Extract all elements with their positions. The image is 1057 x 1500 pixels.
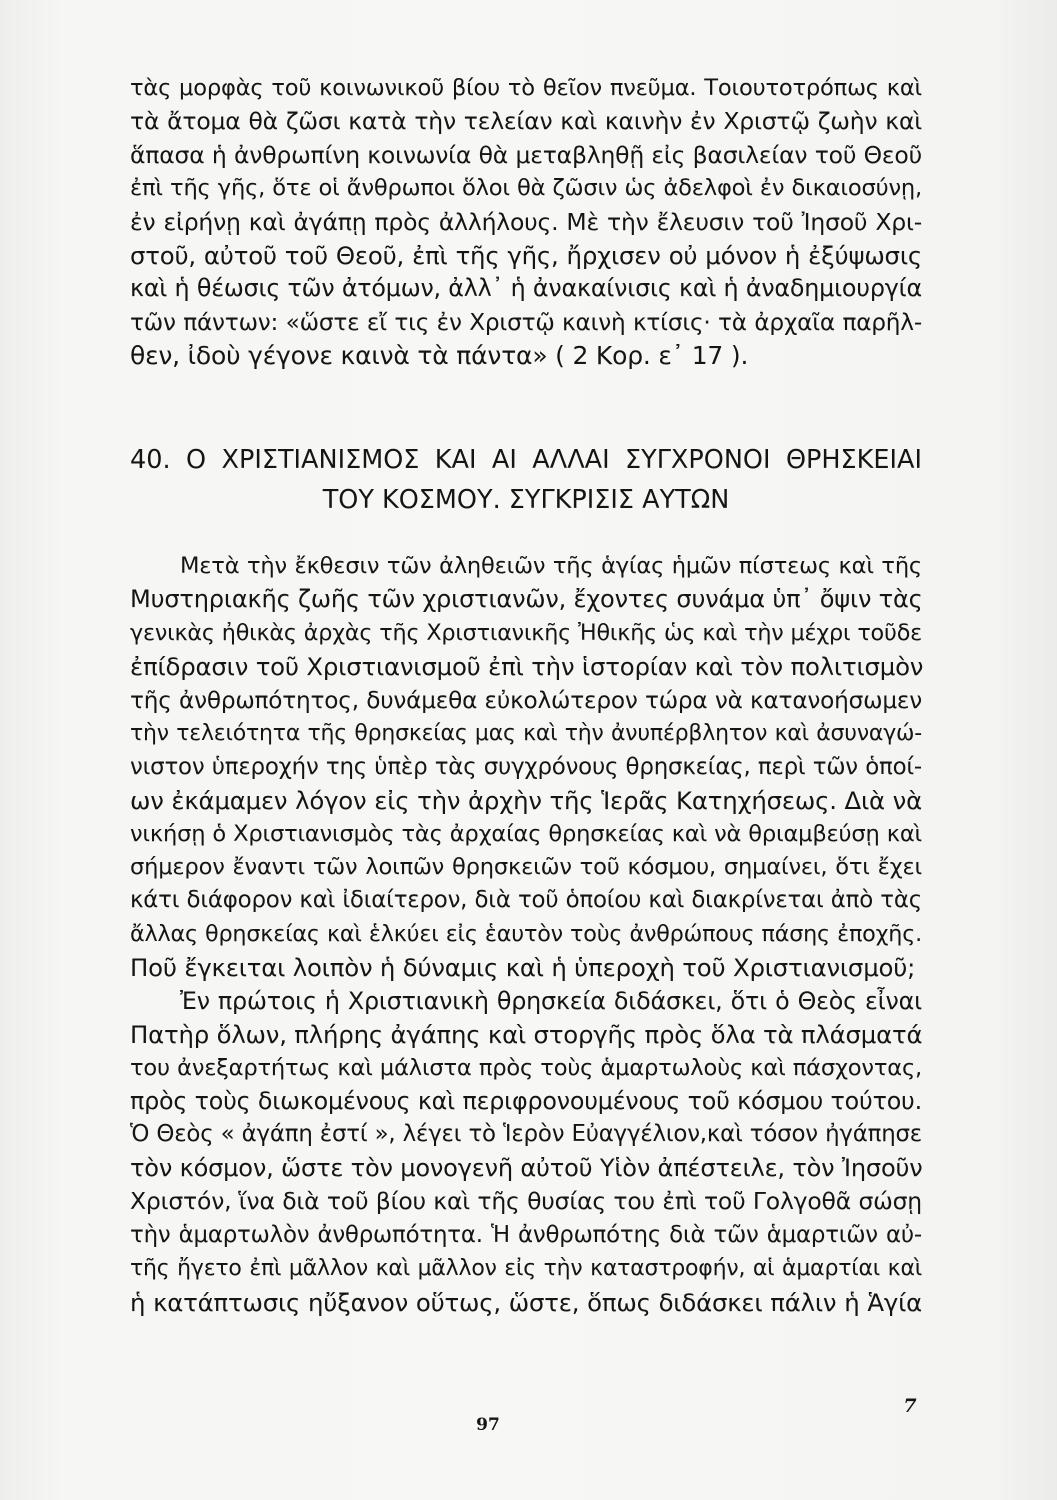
text-line: θεν, ἰδοὺ γέγονε καινὰ τὰ πάντα» ( 2 Κορ. ε᾽ 17 ).: [130, 341, 749, 371]
paragraph-continued: [130, 72, 922, 373]
text-line: ἐπίδρασιν τοῦ Χριστιανισμοῦ ἐπὶ τὴν ἱστορίαν καὶ τὸν πολιτισμὸν: [130, 652, 924, 682]
text-line: ἐν εἰρήνῃ καὶ ἀγάπῃ πρὸς ἀλλήλους. Μὲ τὴν ἔλευσιν τοῦ Ἰησοῦ Χρι-: [130, 207, 922, 236]
text-line: Ἐν πρώτοις ἡ Χριστιανικὴ θρησκεία διδάσκει, ὅτι ὁ Θεὸς εἶναι: [180, 986, 922, 1015]
text-line: στοῦ, αὐτοῦ τοῦ Θεοῦ, ἐπὶ τῆς γῆς, ἤρχισεν οὐ μόνον ἡ ἐξύψωσις: [130, 240, 922, 270]
text-line: Ὁ Θεὸς « ἀγάπη ἐστί », λέγει τὸ Ἱερὸν Εὐαγγέλιον,καὶ τόσον ἠγάπησε: [130, 1121, 922, 1148]
text-line: Μετὰ τὴν ἔκθεσιν τῶν ἀληθειῶν τῆς ἁγίας ἡμῶν πίστεως καὶ τῆς: [180, 553, 922, 579]
text-line: τὰ ἄτομα θὰ ζῶσι κατὰ τὴν τελείαν καὶ καινὴν ἐν Χριστῷ ζωὴν καὶ: [130, 107, 922, 136]
signature-mark: 7: [903, 1395, 917, 1417]
text-line: νικήσῃ ὁ Χριστιανισμὸς τὰς ἀρχαίας θρησκείας καὶ νὰ θριαμβεύσῃ καὶ: [130, 820, 922, 847]
text-line: καὶ ἡ θέωσις τῶν ἀτόμων, ἀλλ᾽ ἡ ἀνακαίνισις καὶ ἡ ἀναδημιουργία: [130, 274, 922, 303]
text-line: Ποῦ ἔγκειται λοιπὸν ἡ δύναμις καὶ ἡ ὑπεροχὴ τοῦ Χριστιανισμοῦ;: [130, 953, 916, 983]
text-line: πρὸς τοὺς διωκομένους καὶ περιφρονουμένους τοῦ κόσμου τούτου.: [130, 1087, 922, 1115]
page-number: 97: [476, 1415, 500, 1435]
text-line: κάτι διάφορον καὶ ἰδιαίτερον, διὰ τοῦ ὁποίου καὶ διακρίνεται ἀπὸ τὰς: [130, 887, 922, 914]
text-line: τὴν ἁμαρτωλὸν ἀνθρωπότητα. Ἡ ἀνθρωπότης διὰ τῶν ἁμαρτιῶν αὐ-: [130, 1221, 922, 1248]
text-line: τὸν κόσμον, ὥστε τὸν μονογενῆ αὐτοῦ Υἱὸν ἀπέστειλε, τὸν Ἰησοῦν: [130, 1153, 923, 1182]
text-line: σήμερον ἔναντι τῶν λοιπῶν θρησκειῶν τοῦ κόσμου, σημαίνει, ὅτι ἔχει: [130, 853, 922, 880]
text-line: τὰς μορφὰς τοῦ κοινωνικοῦ βίου τὸ θεῖον πνεῦμα. Τοιουτοτρόπως καὶ: [130, 75, 922, 101]
text-line: Μυστηριακῆς ζωῆς τῶν χριστιανῶν, ἔχοντες συνάμα ὑπ᾽ ὄψιν τὰς: [130, 585, 923, 614]
section-heading-line-2: ΤΟΥ ΚΟΣΜΟΥ. ΣΥΓΚΡΙΣΙΣ ΑΥΤΩΝ: [322, 485, 730, 515]
section-body: [130, 550, 922, 1319]
text-line: του ἀνεξαρτήτως καὶ μάλιστα πρὸς τοὺς ἁμαρτωλοὺς καὶ πάσχοντας,: [130, 1054, 922, 1081]
text-line: τῆς ἀνθρωπότητος, δυνάμεθα εὐκολώτερον τώρα νὰ κατανοήσωμεν: [130, 686, 922, 714]
text-line: τῆς ἤγετο ἐπὶ μᾶλλον καὶ μᾶλλον εἰς τὴν καταστροφήν, αἱ ἁμαρτίαι καὶ: [130, 1256, 922, 1282]
text-line: τὴν τελειότητα τῆς θρησκείας μας καὶ τὴν ἀνυπέρβλητον καὶ ἀσυναγώ-: [130, 721, 922, 747]
text-line: τῶν πάντων: «ὥστε εἴ τις ἐν Χριστῷ καινὴ κτίσις· τὰ ἀρχαῖα παρῆλ-: [130, 308, 922, 336]
text-line: ἄλλας θρησκείας καὶ ἑλκύει εἰς ἑαυτὸν τοὺς ἀνθρώπους πάσης ἐποχῆς.: [130, 920, 922, 947]
section-heading: [130, 440, 922, 520]
text-line: ἅπασα ἡ ἀνθρωπίνη κοινωνία θὰ μεταβληθῇ εἰς βασιλείαν τοῦ Θεοῦ: [130, 140, 922, 169]
text-line: νιστον ὑπεροχήν της ὑπὲρ τὰς συγχρόνους θρησκείας, περὶ τῶν ὁποί-: [130, 753, 922, 780]
text-line: ων ἐκάμαμεν λόγον εἰς τὴν ἀρχὴν τῆς Ἱερᾶς Κατηχήσεως. Διὰ νὰ: [130, 786, 922, 816]
text-line: Χριστόν, ἵνα διὰ τοῦ βίου καὶ τῆς θυσίας του ἐπὶ τοῦ Γολγοθᾶ σώσῃ: [130, 1187, 922, 1216]
text-line: γενικὰς ἠθικὰς ἀρχὰς τῆς Χριστιανικῆς Ἠθικῆς ὡς καὶ τὴν μέχρι τοῦδε: [130, 619, 922, 646]
text-line: Πατὴρ ὅλων, πλήρης ἀγάπης καὶ στοργῆς πρὸς ὅλα τὰ πλάσματά: [130, 1020, 923, 1050]
text-line: ἡ κατάπτωσις ηὔξανον οὕτως, ὥστε, ὅπως διδάσκει πάλιν ἡ Ἁγία: [130, 1287, 922, 1317]
section-heading-line-1: 40. Ο ΧΡΙΣΤΙΑΝΙΣΜΟΣ ΚΑΙ ΑΙ ΑΛΛΑΙ ΣΥΓΧΡΟΝΟΙ ΘΡΗΣΚΕΙΑΙ: [130, 445, 922, 475]
text-line: ἐπὶ τῆς γῆς, ὅτε οἱ ἄνθρωποι ὅλοι θὰ ζῶσιν ὡς ἀδελφοὶ ἐν δικαιοσύνῃ,: [130, 175, 922, 202]
